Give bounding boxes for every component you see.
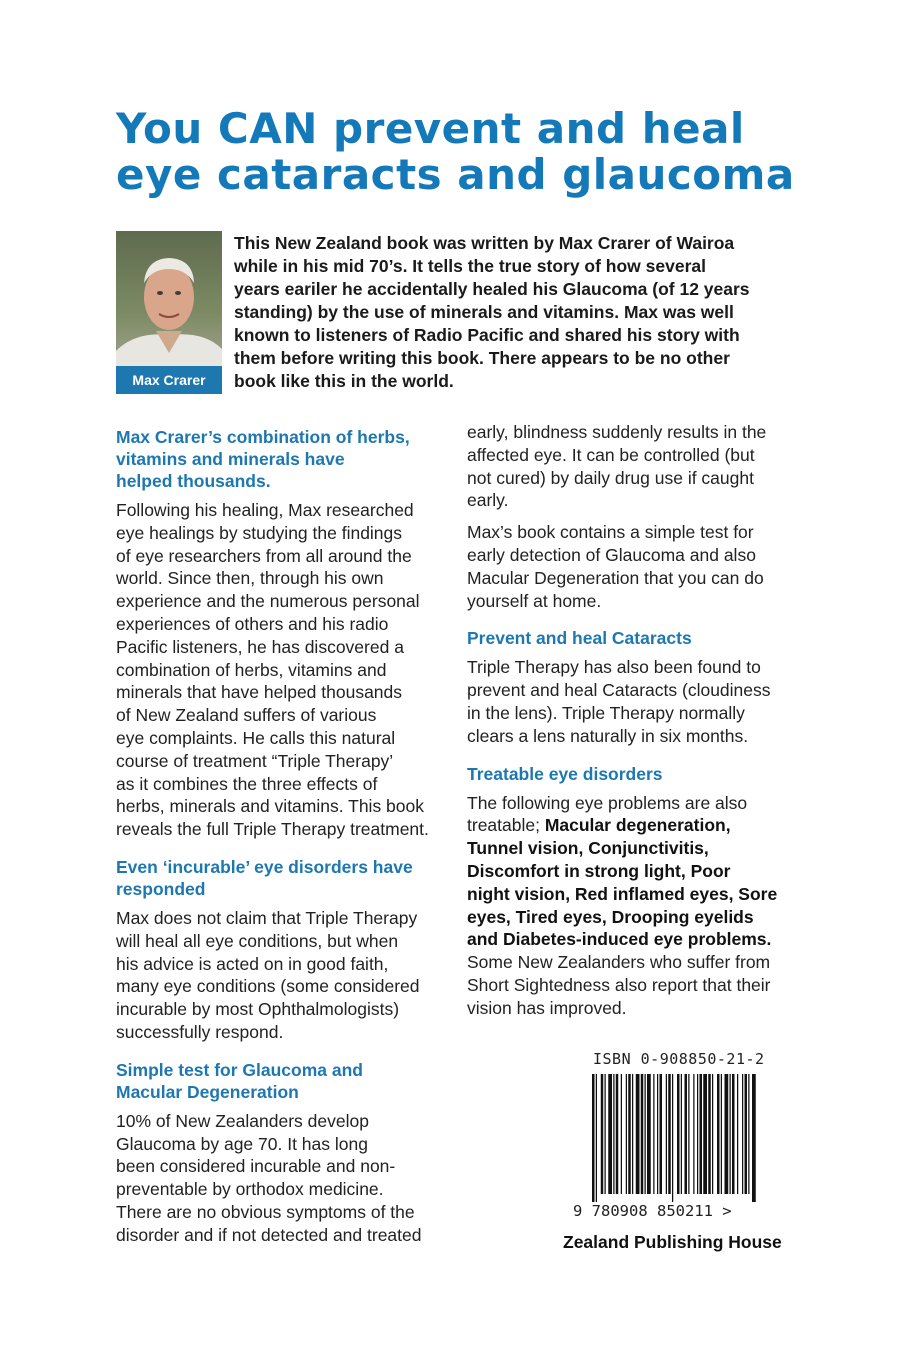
barcode-bar [601,1074,604,1194]
intro-line: while in his mid 70’s. It tells the true story of how several [234,256,706,276]
barcode-bar [605,1074,606,1194]
barcode-bar [745,1074,748,1194]
barcode-bar [677,1074,680,1194]
text-line: incurable by most Ophthalmologists) [116,999,400,1020]
heading-line: helped thousands. [116,471,271,491]
barcode-bar [693,1074,694,1194]
barcode-bar [636,1074,640,1194]
text-line: Triple Therapy has also been found to [467,657,761,678]
heading-line: Even ‘incurable’ eye disorders have [116,856,413,877]
barcode-bar [752,1074,756,1202]
intro-line: book like this in the world. [234,371,454,391]
text-line: experience and the numerous personal [116,591,420,612]
section-heading-cataracts [467,627,797,649]
barcode-bar [660,1074,663,1194]
text-line: eye healings by studying the findings [116,522,403,543]
text-line: vision has improved. [467,997,627,1018]
text-line: early. [467,490,509,511]
barcode-bar [730,1074,731,1194]
text-line: eye complaints. He calls this natural [116,727,396,748]
barcode-bar [621,1074,622,1194]
section-text-simple-test [116,1110,446,1247]
headline [116,106,876,198]
barcode-bar [717,1074,720,1194]
section-heading-treatable [467,763,797,785]
heading-line: Macular Degeneration [116,1081,299,1102]
text-line: There are no obvious symptoms of the [116,1201,415,1222]
author-photo [116,231,222,394]
barcode-bar [712,1074,713,1194]
text-line: many eye conditions (some considered [116,976,420,997]
barcode-bar [668,1074,671,1194]
text-line: Glaucoma by age 70. It has long [116,1133,368,1154]
barcode-bar [647,1074,651,1194]
text-line: Following his healing, Max researched [116,500,414,520]
text-line: experiences of others and his radio [116,613,389,634]
text-line: combination of herbs, vitamins and [116,659,387,680]
text-line: early detection of Glaucoma and also [467,544,756,565]
text-line: Macular Degeneration that you can do [467,567,764,588]
heading-line: vitamins and minerals have [116,449,345,469]
barcode-bar [645,1074,646,1194]
text-line: early, blindness suddenly results in the [467,422,767,442]
text-line: course of treatment “Triple Therapy’ [116,750,394,771]
text-line: as it combines the three effects of [116,773,378,794]
text-line: Max does not claim that Triple Therapy [116,907,418,928]
intro-paragraph [234,232,799,393]
barcode-bar [681,1074,682,1194]
bold-line: and Diabetes-induced eye problems. [467,929,772,950]
text-line: Max’s book contains a simple test for [467,522,754,543]
intro-line: standing) by the use of minerals and vitamins. Max was well [234,302,734,322]
text-line: affected eye. It can be controlled (but [467,444,755,465]
text-fragment: treatable; [467,815,545,836]
text-line: disorder and if not detected and treated [116,1224,422,1245]
barcode-bar [632,1074,633,1194]
barcode-bar [700,1074,703,1194]
barcode-bar [688,1074,689,1194]
text-line: not cured) by daily drug use if caught [467,467,754,488]
isbn-barcode [565,1050,785,1230]
barcode-bar [653,1074,654,1194]
heading-line: Max Crarer’s combination of herbs, [116,427,410,447]
barcode-bar [721,1074,722,1194]
text-line: prevent and heal Cataracts (cloudiness [467,680,771,701]
section-heading-incurable [116,856,446,900]
text-line: successfully respond. [116,1021,284,1042]
barcode-bar [672,1074,673,1202]
isbn-number: ISBN 0-908850-21-2 [593,1050,765,1068]
bold-line: Discomfort in strong light, Poor [467,860,731,881]
barcode-bar [748,1074,749,1194]
barcode-bar [641,1074,644,1194]
photo-caption: Max Crarer [116,366,222,394]
bold-line: Tunnel vision, Conjunctivitis, [467,838,709,859]
text-line: preventable by orthodox medicine. [116,1179,384,1200]
barcode-bar [708,1074,711,1194]
text-line: The following eye problems are also [467,792,748,813]
barcode-bar [737,1074,738,1194]
barcode-bar [613,1074,614,1194]
test-text [467,521,797,612]
text-line: Some New Zealanders who suffer from [467,952,771,973]
text-line: will heal all eye conditions, but when [116,930,399,951]
section-text-treatable [467,792,797,1020]
barcode-bar [626,1074,627,1194]
text-line: of New Zealand suffers of various [116,705,377,726]
barcode-bar [725,1074,729,1194]
barcode-number: 9 780908 850211 > [573,1202,732,1220]
heading-line: Prevent and heal Cataracts [467,628,692,649]
barcode-bar [608,1074,612,1194]
text-line: of eye researchers from all around the [116,545,412,566]
text-line [467,814,797,837]
barcode-bar [703,1074,707,1194]
barcode-bar [592,1074,595,1202]
section-text-cataracts [467,656,797,747]
continued-text [467,421,797,512]
right-column [467,421,797,1029]
text-line: minerals that have helped thousands [116,682,403,703]
intro-line: known to listeners of Radio Pacific and shared his story with [234,325,740,345]
heading-line: responded [116,878,206,899]
barcode-bar [685,1074,688,1194]
barcode-bar [616,1074,619,1194]
intro-line: them before writing this book. There appears to be no other [234,348,730,368]
intro-line: This New Zealand book was written by Max Crarer of Wairoa [234,233,735,253]
headline-line-1: You CAN prevent and heal [116,104,745,153]
section-heading-simple-test [116,1059,446,1103]
text-line: Pacific listeners, he has discovered a [116,636,404,657]
text-line: clears a lens naturally in six months. [467,725,749,746]
intro-line: years eariler he accidentally healed his Glaucoma (of 12 years [234,279,750,299]
text-line: 10% of New Zealanders develop [116,1110,369,1131]
barcode-bar [732,1074,735,1194]
barcode-bar [697,1074,698,1194]
headline-line-2: eye cataracts and glaucoma [116,150,795,199]
bold-line: eyes, Tired eyes, Drooping eyelids [467,906,754,927]
text-line: his advice is acted on in good faith, [116,953,389,974]
text-line: Short Sightedness also report that their [467,974,771,995]
text-line: herbs, minerals and vitamins. This book [116,796,425,817]
text-line: reveals the full Triple Therapy treatment. [116,819,429,840]
heading-line: Treatable eye disorders [467,763,663,784]
barcode-icon [592,1074,756,1202]
text-line: world. Since then, through his own [116,568,384,589]
heading-line: Simple test for Glaucoma and [116,1059,363,1080]
section-text-incurable [116,907,446,1044]
barcode-bar [628,1074,631,1194]
bold-fragment: Macular degeneration, [544,815,731,836]
barcode-bar [596,1074,597,1202]
barcode-bar [666,1074,667,1194]
section-heading-herbs [116,426,446,492]
barcode-bar [742,1074,743,1194]
left-column [116,426,446,1256]
text-line: been considered incurable and non- [116,1156,396,1177]
text-line: yourself at home. [467,590,602,611]
section-text-herbs [116,499,446,841]
bold-line: night vision, Red inflamed eyes, Sore [467,883,778,904]
publisher-name: Zealand Publishing House [563,1232,782,1252]
text-line: in the lens). Triple Therapy normally [467,702,745,723]
barcode-bar [657,1074,658,1194]
